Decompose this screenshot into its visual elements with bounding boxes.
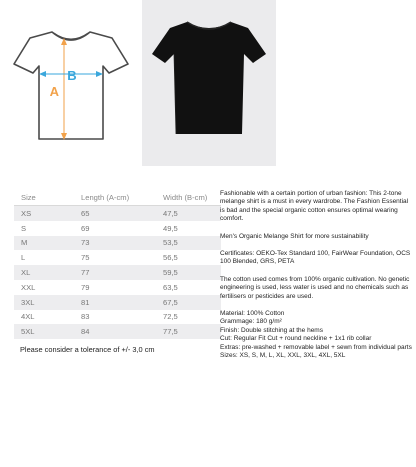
tolerance-note: Please consider a tolerance of +/- 3,0 cm <box>20 345 155 354</box>
cell-width: 59,5 <box>156 265 221 280</box>
description-certificates: Certificates: OEKO-Tex Standard 100, FairWear Foundation, OCS 100 Blended, GRS, PETA <box>220 250 411 266</box>
size-table <box>14 190 221 339</box>
description-product-line: Men's Organic Melange Shirt for more sustainability <box>220 232 369 240</box>
finish-line: Finish: Double stitching at the hems <box>220 326 323 334</box>
description-cotton: The cotton used comes from 100% organic cultivation. No genetic engineering is used, less water is used and no chemicals such as fertilisers or pesticides are used. <box>220 275 410 300</box>
black-tshirt-image <box>142 0 276 166</box>
grammage-line: Grammage: 180 g/m² <box>220 318 282 326</box>
cell-width: 53,5 <box>156 236 221 251</box>
cell-length: 79 <box>81 282 90 292</box>
size-diagram <box>8 2 134 166</box>
cell-width: 56,5 <box>163 253 178 263</box>
cell-length: 65 <box>74 206 156 221</box>
table-row <box>14 295 221 310</box>
cell-width: 67,5 <box>156 295 221 310</box>
header-length: Length (A-cm) <box>74 190 156 206</box>
table-row <box>14 310 221 325</box>
cell-length: 83 <box>81 312 90 322</box>
cell-length: 77 <box>74 265 156 280</box>
cell-width: 72,5 <box>163 312 178 322</box>
sizes-line: Sizes: XS, S, M, L, XL, XXL, 3XL, 4XL, 5XL <box>220 352 346 360</box>
table-row <box>14 250 221 265</box>
table-row <box>14 324 221 339</box>
header-width: Width (B-cm) <box>156 190 221 206</box>
table-row <box>14 206 221 221</box>
cut-line: Cut: Regular Fit Cut + round neckline + 1x1 rib collar <box>220 335 372 343</box>
table-header-row <box>14 190 221 206</box>
cell-size: 4XL <box>21 312 35 322</box>
cell-width: 47,5 <box>156 206 221 221</box>
cell-length: 73 <box>74 236 156 251</box>
cell-length: 84 <box>74 324 156 339</box>
product-description <box>220 190 412 361</box>
extras-line: Extras: pre-washed + removable label + sewn from individual parts <box>220 343 412 351</box>
table-row <box>14 280 221 295</box>
cell-size: L <box>21 253 26 263</box>
cell-size: XXL <box>21 282 36 292</box>
cell-width: 77,5 <box>156 324 221 339</box>
dimension-b-label: B <box>67 68 77 83</box>
table-row <box>14 221 221 236</box>
cell-width: 49,5 <box>163 223 178 233</box>
cell-size: XL <box>14 265 74 280</box>
material-details <box>220 310 412 360</box>
cell-size: S <box>21 223 27 233</box>
cell-length: 69 <box>81 223 90 233</box>
cell-size: 5XL <box>14 324 74 339</box>
table-row <box>14 236 221 251</box>
tshirt-outline <box>14 32 128 139</box>
product-photo <box>142 0 276 166</box>
dimension-a-label: A <box>49 84 59 99</box>
header-size: Size <box>14 190 74 206</box>
table-row <box>14 265 221 280</box>
cell-size: XS <box>14 206 74 221</box>
description-intro: Fashionable with a certain portion of urban fashion: This 2-tone melange shirt is a must in every wardrobe. The Fashion Essential is bad and the special organic cotton ensures optimal wearing comfort. <box>220 190 409 223</box>
cell-size: 3XL <box>14 295 74 310</box>
cell-length: 81 <box>74 295 156 310</box>
cell-width: 63,5 <box>163 282 178 292</box>
cell-size: M <box>14 236 74 251</box>
material-line: Material: 100% Cotton <box>220 310 285 318</box>
cell-length: 75 <box>81 253 90 263</box>
